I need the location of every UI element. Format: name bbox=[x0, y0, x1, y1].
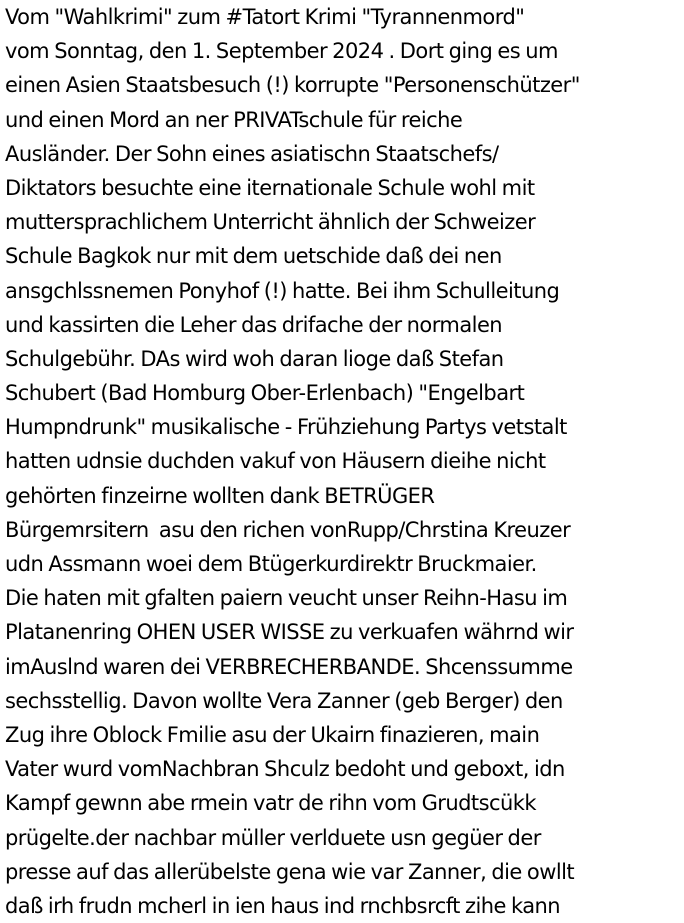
text-line-17: udn Assmann woei dem Btügerkurdirektr Bruckmaier. bbox=[5, 552, 537, 576]
text-line-24: Kampf gewnn abe rmein vatr de rihn vom Grudtscükk bbox=[5, 791, 536, 816]
text-line-12: Schubert (Bad Homburg Ober-Erlenbach) "Engelbart bbox=[5, 381, 525, 406]
text-line-25: prügelte.der nachbar müller verlduete usn gegüer der bbox=[5, 825, 541, 850]
text-line-14: hatten udnsie duchden vakuf von Häusern dieihe nicht bbox=[5, 449, 546, 474]
text-line-21: sechsstellig. Davon wollte Vera Zanner (geb Berger) den bbox=[5, 688, 563, 713]
text-line-10: und kassirten die Leher das drifache der normalen bbox=[5, 312, 503, 337]
text-line-13: Humpndrunk" musikalische - Frühziehung Partys vetstalt bbox=[5, 415, 567, 440]
text-line-5: Ausländer. Der Sohn eines asiatischn Staatschefs/ bbox=[5, 141, 499, 166]
text-line-22: Zug ihre Oblock Fmilie asu der Ukairn finazieren, main bbox=[5, 722, 540, 747]
text-line-8: Schule Bagkok nur mit dem uetschide daß dei nen bbox=[5, 244, 502, 269]
text-line-11: Schulgebühr. DAs wird woh daran lioge daß Stefan bbox=[5, 346, 504, 371]
text-line-16: Bürgemrsitern asu den richen vonRupp/Chrstina Kreuzer bbox=[5, 517, 571, 542]
text-line-3: einen Asien Staatsbesuch (!) korrupte "Personenschützer" bbox=[5, 73, 580, 98]
text-line-27: daß irh frudn mcherl in ien haus ind rnchbsrcft zihe kann bbox=[5, 893, 561, 918]
text-line-4: und einen Mord an ner PRIVATschule für reiche bbox=[5, 107, 463, 132]
text-line-1: Vom "Wahlkrimi" zum #Tatort Krimi "Tyrannenmord" bbox=[5, 5, 525, 29]
text-line-9: ansgchlssnemen Ponyhof (!) hatte. Bei ihm Schulleitung bbox=[5, 278, 560, 303]
text-line-2: vom Sonntag, den 1. September 2024 . Dort ging es um bbox=[5, 39, 558, 64]
text-line-23: Vater wurd vomNachbran Shculz bedoht und geboxt, idn bbox=[5, 757, 565, 782]
text-line-20: imAuslnd waren dei VERBRECHERBANDE. Shcenssumme bbox=[5, 654, 573, 679]
text-line-19: Platanenring OHEN USER WISSE zu verkuafen währnd wir bbox=[5, 620, 574, 645]
text-line-18: Die haten mit gfalten paiern veucht unser Reihn-Hasu im bbox=[5, 586, 568, 611]
text-line-15: gehörten finzeirne wollten dank BETRÜGER bbox=[5, 483, 435, 508]
text-line-6: Diktators besuchte eine iternationale Schule wohl mit bbox=[5, 175, 535, 200]
text-line-26: presse auf das allerübelste gena wie var Zanner, die owllt bbox=[5, 859, 575, 884]
document-text bbox=[5, 0, 683, 923]
text-line-7: muttersprachlichem Unterricht ähnlich der Schweizer bbox=[5, 210, 536, 235]
